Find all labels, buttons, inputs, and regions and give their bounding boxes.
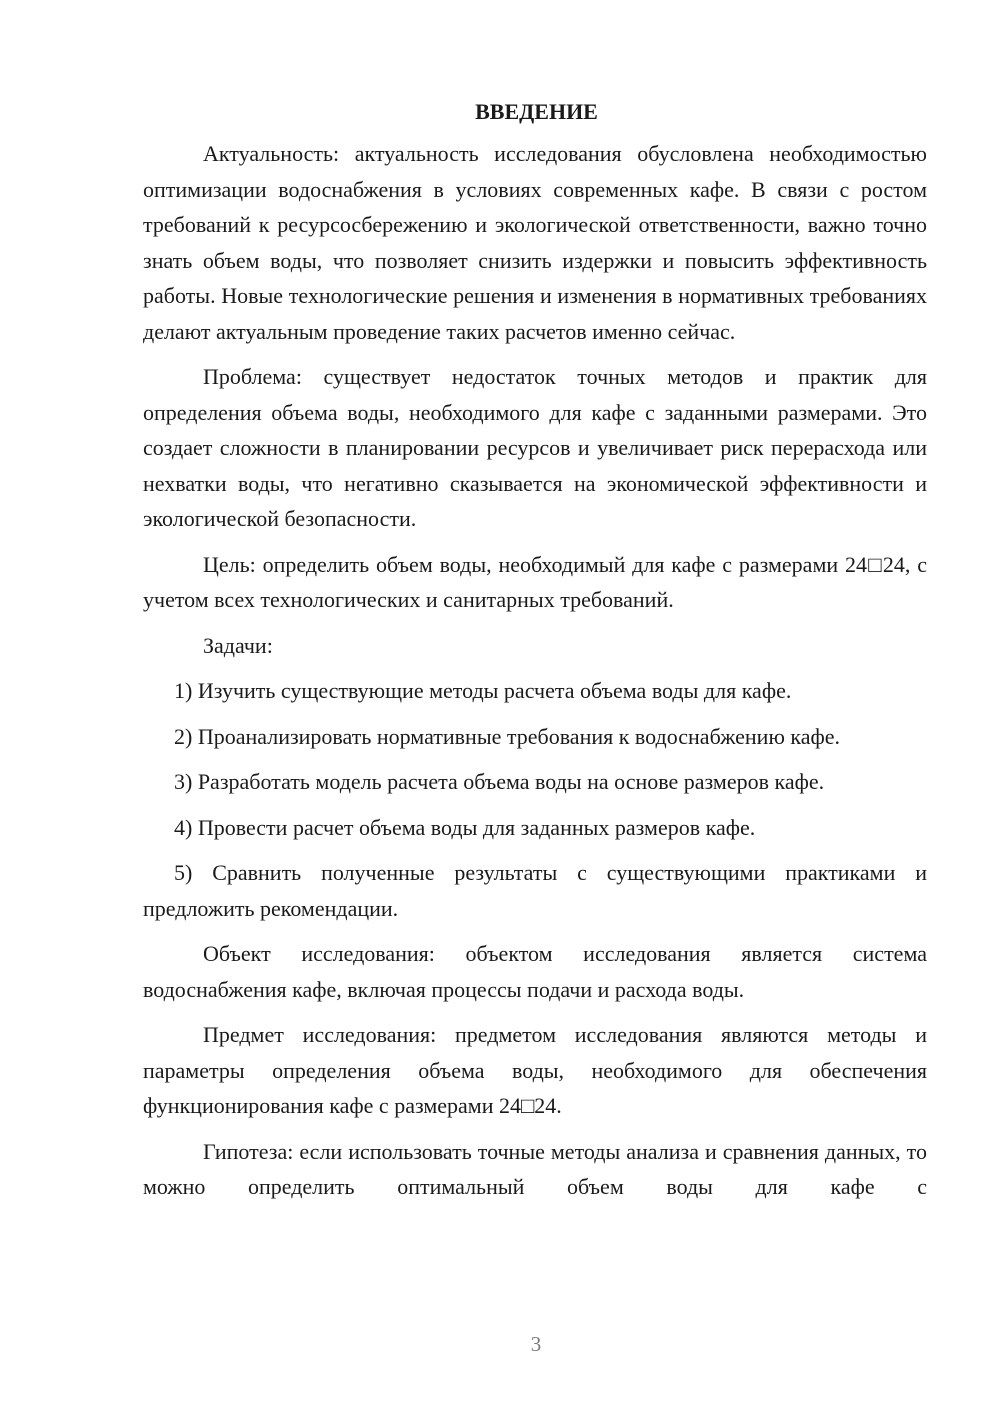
task-item-5: 5) Сравнить полученные результаты с существующими практиками и предложить рекомендации. xyxy=(143,860,927,921)
page-content xyxy=(143,94,927,1215)
task-item-1: 1) Изучить существующие методы расчета объема воды для кафе. xyxy=(174,678,792,703)
task-item-2: 2) Проанализировать нормативные требования к водоснабжению кафе. xyxy=(174,723,841,749)
paragraph-relevance: Актуальность: актуальность исследования обусловлена необходимостью оптимизации водоснабжения в условиях современных кафе. В связи с ростом требований к ресурсосбережению и экологической ответственности, важно точно знать объем воды, что позволяет снизить издержки и повысить эффективность работы. Новые технологические решения и изменения в нормативных требованиях делают актуальным проведение таких расчетов именно сейчас. xyxy=(143,141,927,344)
paragraph-object: Объект исследования: объектом исследования является система водоснабжения кафе, включая процессы подачи и расхода воды. xyxy=(143,941,927,1002)
task-item-4: 4) Провести расчет объема воды для заданных размеров кафе. xyxy=(174,814,756,840)
paragraph-subject: Предмет исследования: предметом исследования являются методы и параметры определения объема воды, необходимого для обеспечения функционирования кафе с размерами 24□24. xyxy=(143,1022,927,1118)
section-heading: ВВЕДЕНИЕ xyxy=(475,99,598,124)
paragraph-goal: Цель: определить объем воды, необходимый для кафе с размерами 24□24, с учетом всех технологических и санитарных требований. xyxy=(143,551,927,612)
paragraph-hypothesis: Гипотеза: если использовать точные методы анализа и сравнения данных, то можно определить оптимальный объем воды для кафе с xyxy=(143,1138,927,1199)
page-number: 3 xyxy=(530,1332,542,1356)
paragraph-problem: Проблема: существует недостаток точных методов и практик для определения объема воды, необходимого для кафе с заданными размерами. Это создает сложности в планировании ресурсов и увеличивает риск перерасхода или нехватки воды, что негативно сказывается на экономической эффективности и экологической безопасности. xyxy=(143,364,927,531)
paragraph-tasks-heading: Задачи: xyxy=(203,632,273,658)
task-item-3: 3) Разработать модель расчета объема воды на основе размеров кафе. xyxy=(174,769,825,794)
